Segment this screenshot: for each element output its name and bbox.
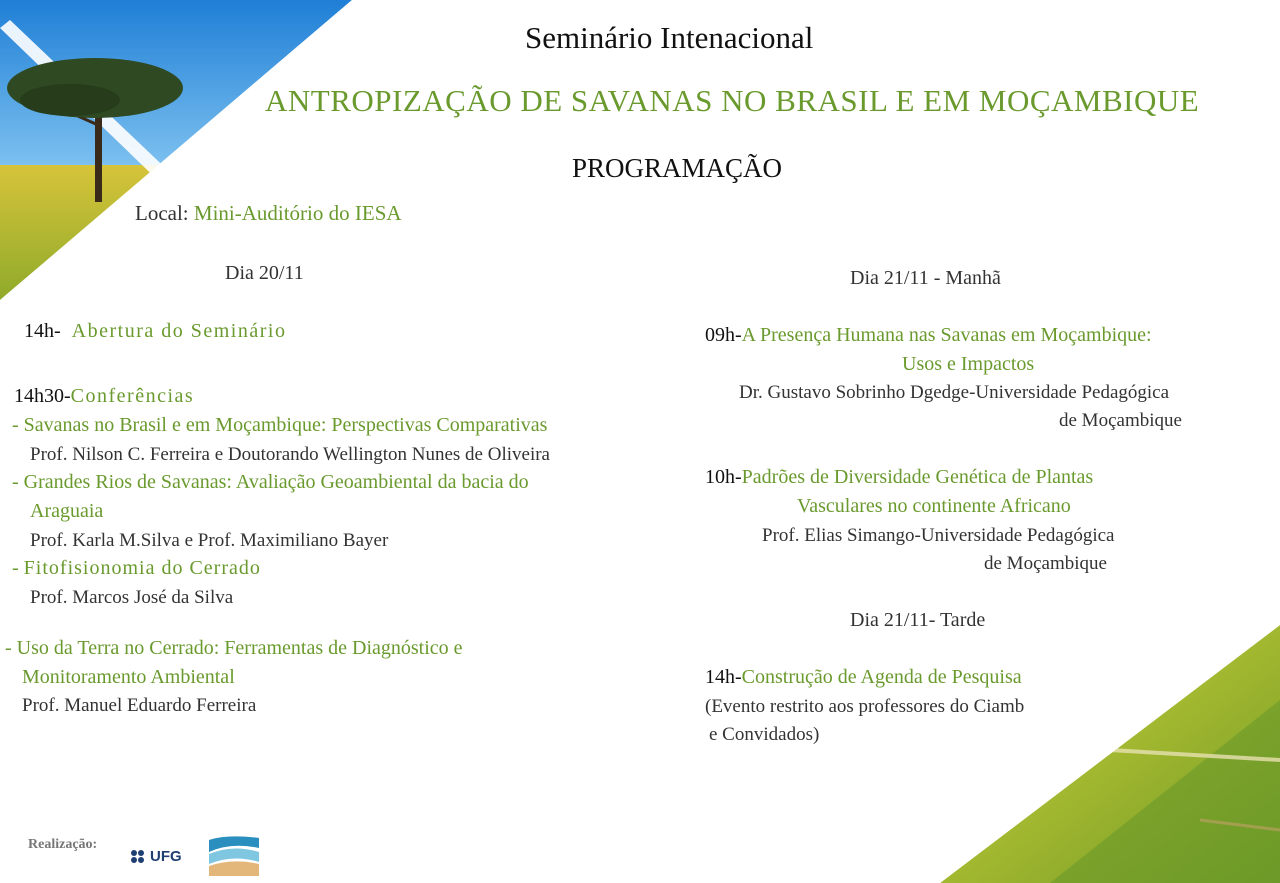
session-10h-speaker-line2: de Moçambique [984,553,1107,574]
session-10h [705,466,1093,489]
talk-title-line1: Uso da Terra no Cerrado: Ferramentas de Diagnóstico e [16,637,463,659]
conferences-label: Conferências [70,385,195,407]
talk-title: Fitofisionomia do Cerrado [23,557,261,579]
session-time: 10h- [705,466,742,488]
venue-label: Local: [135,201,189,225]
talk-dash: - [5,637,12,659]
session-10h-title-line2: Vasculares no continente Africano [797,495,1071,517]
ufg-logo [130,848,182,865]
ufg-logo-text: UFG [150,848,182,865]
session-09h-title-line2: Usos e Impactos [902,353,1035,375]
session-10h-speaker-line1: Prof. Elias Simango-Universidade Pedagógica [762,525,1115,546]
ufg-mark-icon [130,849,150,863]
talk-3-speaker: Prof. Marcos José da Silva [30,587,234,608]
top-left-photo [0,0,365,312]
opening-time: 14h- [24,320,61,342]
talk-1-title [12,414,547,437]
programacao-heading: PROGRAMAÇÃO [572,153,783,183]
talk-3-title [12,557,261,580]
talk-dash: - [12,414,19,436]
session-title: Construção de Agenda de Pesquisa [741,666,1022,688]
event-title: ANTROPIZAÇÃO DE SAVANAS NO BRASIL E EM MOÇAMBIQUE [265,83,1200,118]
talk-2-title-line2: Araguaia [30,500,104,522]
talk-4-title [5,637,463,660]
talk-4-speaker: Prof. Manuel Eduardo Ferreira [22,695,257,716]
conferences-session [14,385,194,408]
talk-title-line1: Grandes Rios de Savanas: Avaliação Geoambiental da bacia do [23,471,529,493]
session-14h-note-line2: e Convidados) [709,724,820,745]
talk-dash: - [12,557,19,579]
day2-afternoon-title: Dia 21/11- Tarde [850,609,986,631]
day1-title: Dia 20/11 [225,262,304,284]
ciamb-logo [207,832,261,878]
bottom-right-photo [925,612,1280,883]
talk-2-title [12,471,529,494]
session-title-line1: A Presença Humana nas Savanas em Moçambique: [741,324,1152,346]
seminar-label: Seminário Intenacional [525,20,814,55]
venue-value: Mini-Auditório do IESA [193,201,402,225]
talk-1-speaker: Prof. Nilson C. Ferreira e Doutorando Wellington Nunes de Oliveira [30,444,550,465]
venue [135,201,402,226]
opening-session [24,320,286,343]
ciamb-logo-icon [207,832,261,878]
conferences-time: 14h30- [14,385,71,407]
session-14h-note-line1: (Evento restrito aos professores do Ciamb [705,696,1025,717]
session-title-line1: Padrões de Diversidade Genética de Plantas [741,466,1094,488]
talk-4-title-line2: Monitoramento Ambiental [22,666,235,688]
talk-dash: - [12,471,19,493]
day2-morning-title: Dia 21/11 - Manhã [850,267,1001,289]
session-09h [705,324,1152,347]
session-09h-speaker-line1: Dr. Gustavo Sobrinho Dgedge-Universidade Pedagógica [739,382,1170,403]
session-09h-speaker-line2: de Moçambique [1059,410,1182,431]
opening-label: Abertura do Seminário [71,320,287,342]
talk-2-speaker: Prof. Karla M.Silva e Prof. Maximiliano Bayer [30,530,389,551]
session-time: 09h- [705,324,742,346]
talk-title: Savanas no Brasil e em Moçambique: Perspectivas Comparativas [23,414,548,436]
realizacao-label: Realização: [28,837,98,852]
session-14h [705,666,1022,689]
session-time: 14h- [705,666,742,688]
